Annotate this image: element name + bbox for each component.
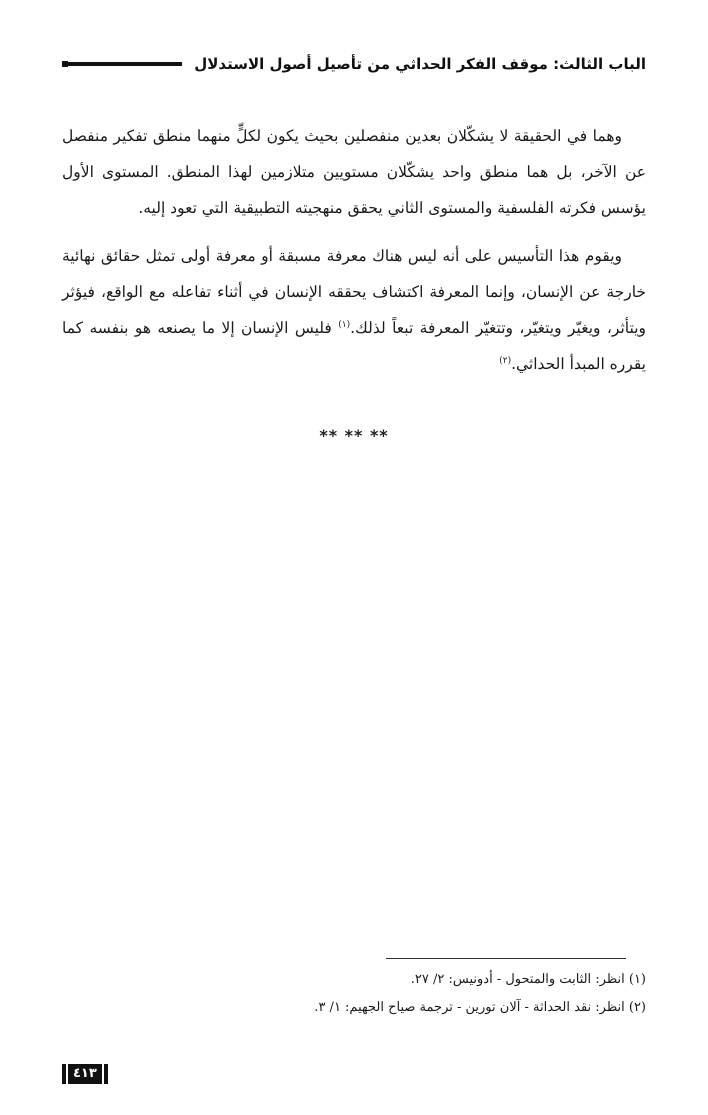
paragraph-2 [62,238,646,382]
page-number-bar-left [62,1064,66,1084]
footnote-2: (٢) انظر: نقد الحداثة - آلان تورين - ترجمة صياح الجهيم: ١/ ٣. [314,1000,646,1015]
page-number: ٤١٣ [68,1064,102,1084]
body-text [62,118,646,394]
paragraph-2-text-after: فليس الإنسان إلا ما يصنعه هو بنفسه كما يقرره المبدأ الحداثي. [62,319,646,373]
footnote-ref-1: (١) [338,319,351,330]
paragraph-2-text: ويقوم هذا التأسيس على أنه ليس هناك معرفة مسبقة أو معرفة أولى تمثل حقائق نهائية خارجة عن الإنسان، وإنما المعرفة اكتشاف يحققه الإنسان في أثناء تفاعله مع الواقع، فيؤثر ويتأثر، ويغيّر ويتغيّر، وتتغيّر المعرفة تبعاً لذلك. [62,247,646,337]
page-number-box [62,1063,108,1085]
chapter-title: الباب الثالث: موقف الفكر الحداثي من تأصيل أصول الاستدلال [194,55,646,73]
page-number-bar-right [104,1064,108,1084]
paragraph-1 [62,118,646,226]
footnote-1: (١) انظر: الثابت والمتحول - أدونيس: ٢/ ٢٧. [410,972,646,987]
section-separator: ** ** ** [319,426,389,445]
footnote-ref-2: (٢) [499,355,512,366]
footnote-rule [386,958,626,959]
paragraph-1-text: وهما في الحقيقة لا يشكّلان بعدين منفصلين بحيث يكون لكلٍّ منهما منطق تفكير منفصل عن الآخر، بل هما منطق واحد يشكّلان مستويين متلازمين لهذا المنطق. المستوى الأول يؤسس فكرته الفلسفية والمستوى الثاني يحقق منهجيته التطبيقية التي تعود إليه. [62,127,646,217]
header-rule [62,62,182,66]
footnotes [62,966,646,1022]
running-header [62,50,646,78]
